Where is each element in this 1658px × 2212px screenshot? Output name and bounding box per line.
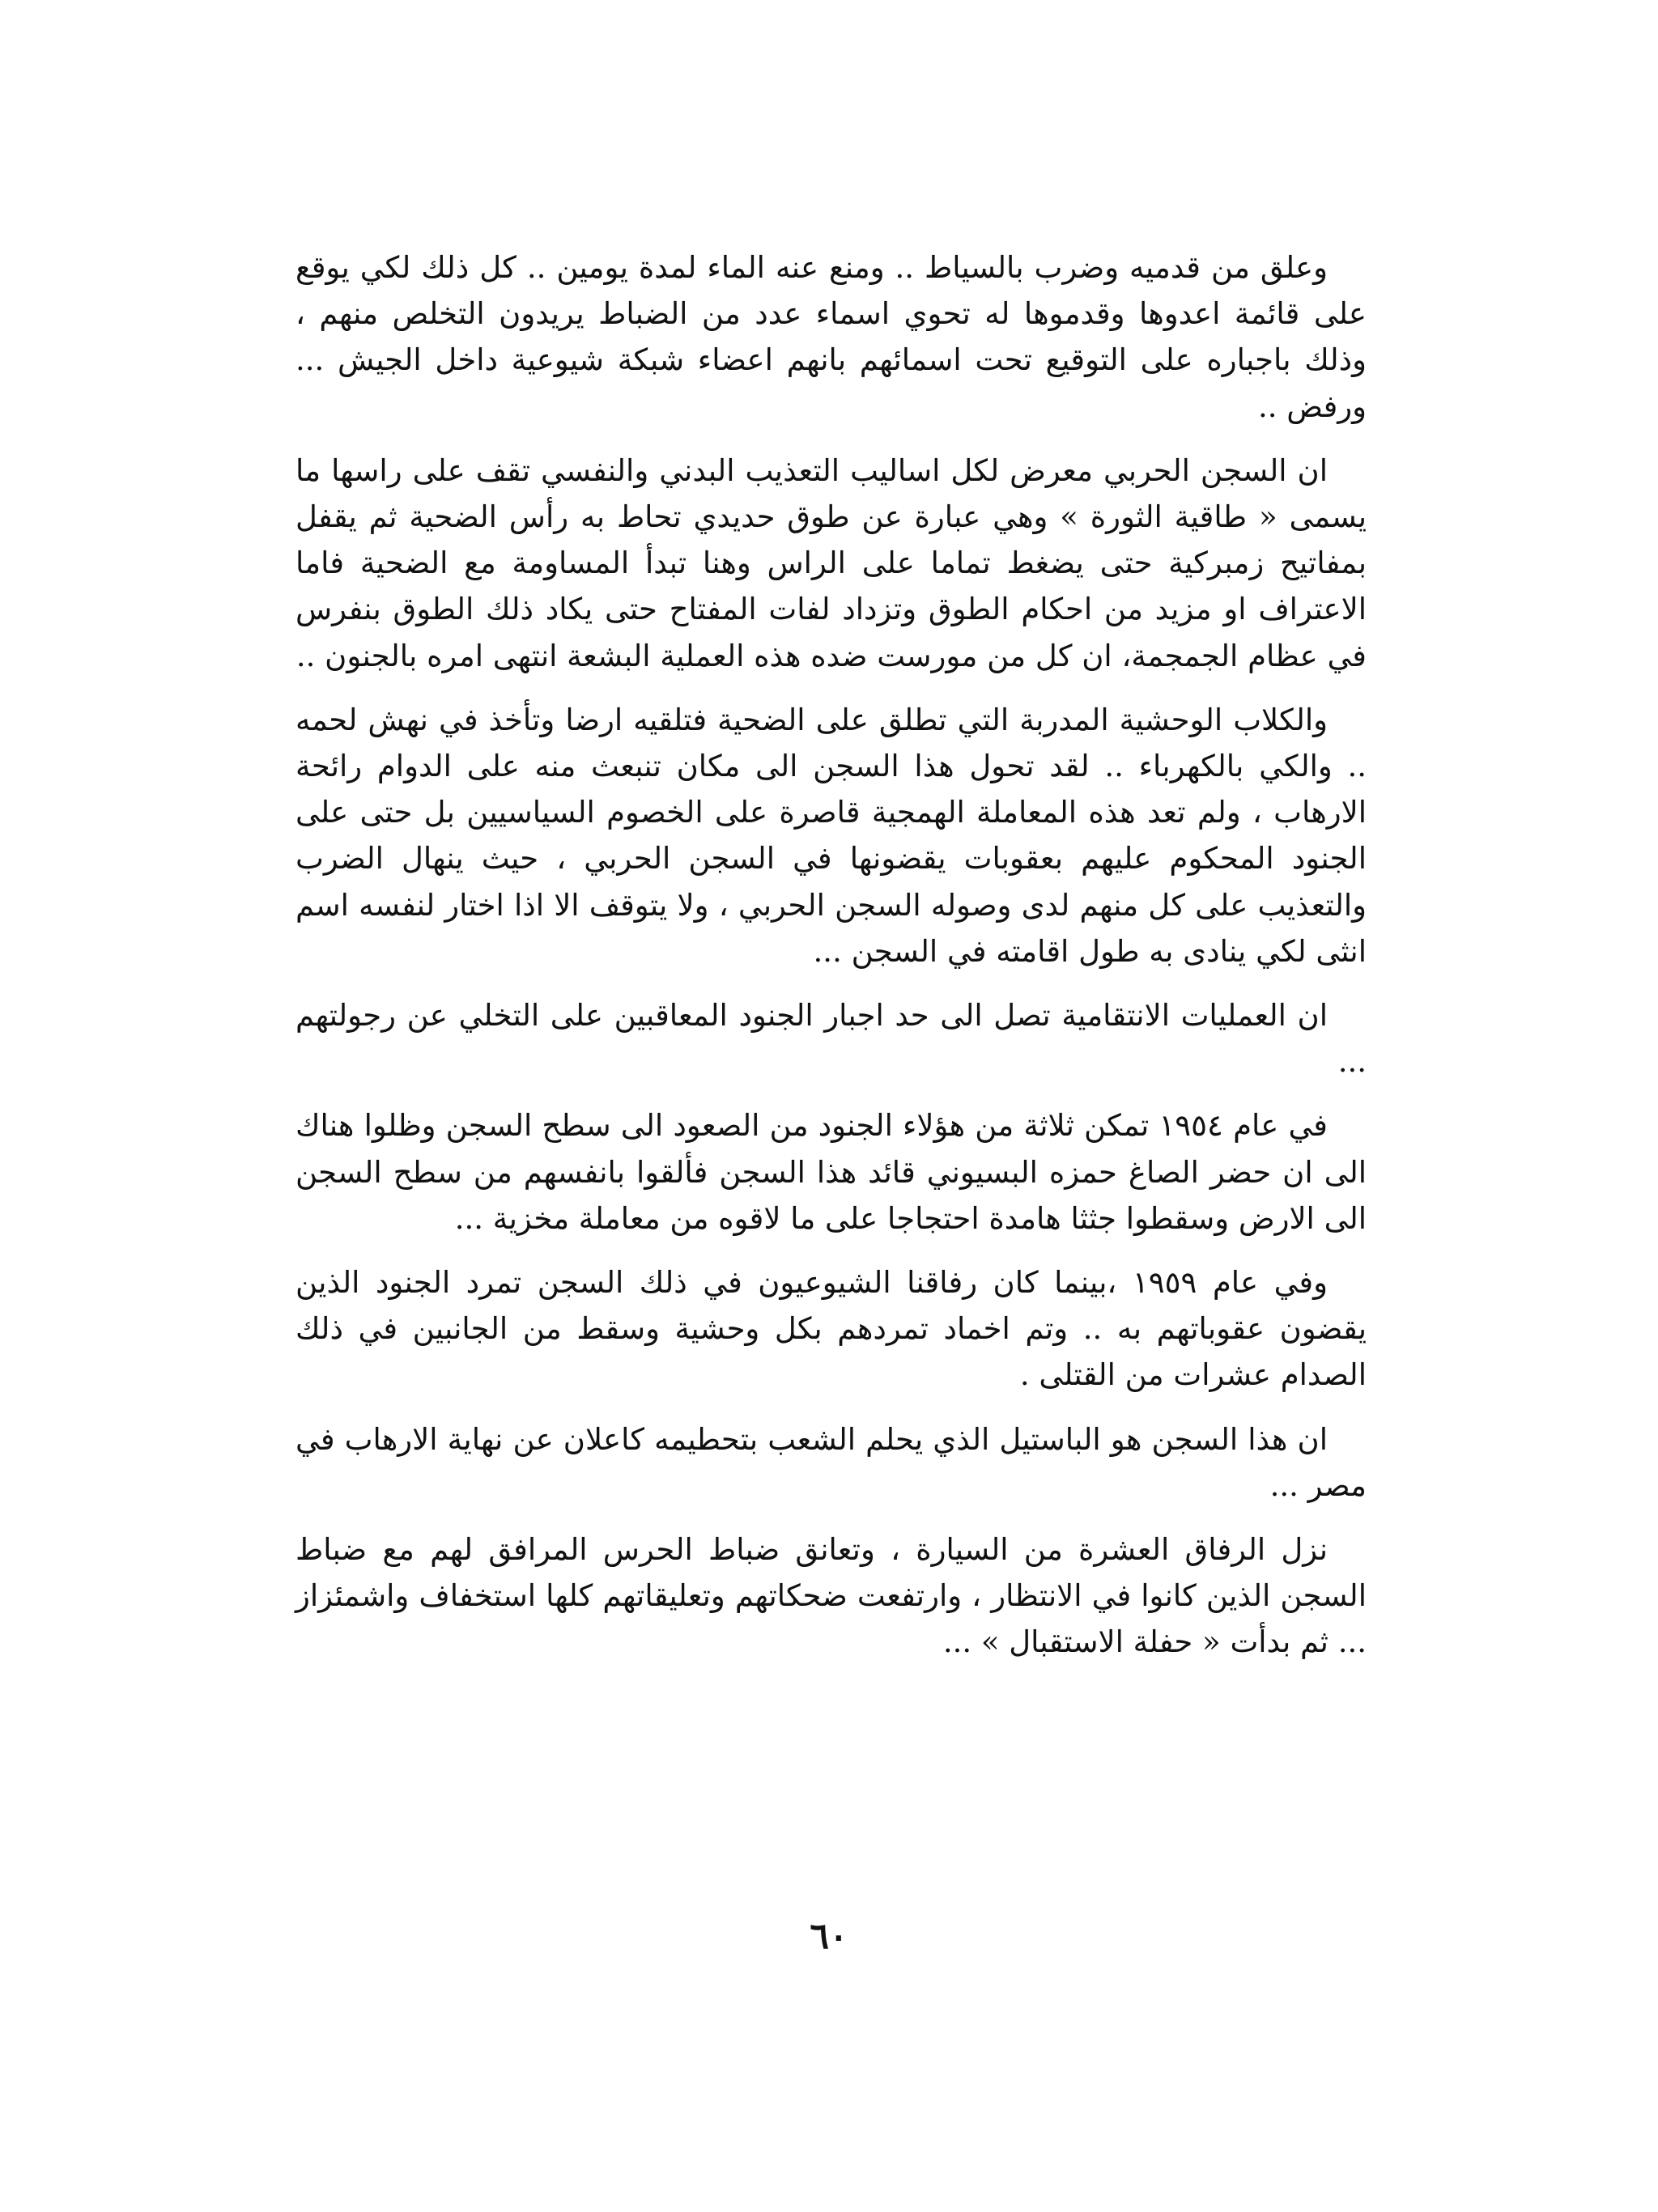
body-text — [295, 244, 1367, 1666]
paragraph-2: ان السجن الحربي معرض لكل اساليب التعذيب البدني والنفسي تقف على راسها ما يسمى « طاقية الثورة » وهي عبارة عن طوق حديدي تحاط به رأس الضحية ثم يقفل بمفاتيح زمبركية حتى يضغط تماما على الراس وهنا تبدأ المساومة مع الضحية فاما الاعتراف او مزيد من احكام الطوق وتزداد لفات المفتاح حتى يكاد ذلك الطوق بنفرس في عظام الجمجمة، ان كل من مورست ضده هذه العملية البشعة انتهى امره بالجنون .. — [295, 452, 1367, 673]
paragraph-6: وفي عام ١٩٥٩ ،بينما كان رفاقنا الشيوعيون في ذلك السجن تمرد الجنود الذين يقضون عقوباتهم به .. وتم اخماد تمردهم بكل وحشية وسقط من الجانبين في ذلك الصدام عشرات من القتلى . — [295, 1265, 1367, 1393]
paragraph-5: في عام ١٩٥٤ تمكن ثلاثة من هؤلاء الجنود من الصعود الى سطح السجن وظلوا هناك الى ان حضر الصاغ حمزه البسيوني قائد هذا السجن فألقوا بانفسهم من سطح السجن الى الارض وسقطوا جثثا هامدة احتجاجا على ما لاقوه من معاملة مخزية ... — [295, 1108, 1367, 1236]
paragraph-4: ان العمليات الانتقامية تصل الى حد اجبار الجنود المعاقبين على التخلي عن رجولتهم ... — [295, 998, 1367, 1080]
paragraph-8: نزل الرفاق العشرة من السيارة ، وتعانق ضباط الحرس المرافق لهم مع ضباط السجن الذين كانوا في الانتظار ، وارتفعت ضحكاتهم وتعليقاتهم كلها استخفاف واشمئزاز ... ثم بدأت « حفلة الاستقبال » ... — [295, 1532, 1367, 1660]
page-number: ٦٠ — [810, 1916, 848, 1957]
paragraph-3: والكلاب الوحشية المدربة التي تطلق على الضحية فتلقيه ارضا وتأخذ في نهش لحمه .. والكي بالكهرباء .. لقد تحول هذا السجن الى مكان تنبعث منه على الدوام رائحة الارهاب ، ولم تعد هذه المعاملة الهمجية قاصرة على الخصوم السياسيين بل حتى على الجنود المحكوم عليهم بعقوبات يقضونها في السجن الحربي ، حيث ينهال الضرب والتعذيب على كل منهم لدى وصوله السجن الحربي ، ولا يتوقف الا اذا اختار لنفسه اسم انثى لكي ينادى به طول اقامته في السجن ... — [295, 702, 1367, 969]
paragraph-7: ان هذا السجن هو الباستيل الذي يحلم الشعب بتحطيمه كاعلان عن نهاية الارهاب في مصر ... — [295, 1421, 1367, 1503]
paragraph-1: وعلق من قدميه وضرب بالسياط .. ومنع عنه الماء لمدة يومين .. كل ذلك لكي يوقع على قائمة اعدوها وقدموها له تحوي اسماء عدد من الضباط يريدون التخلص منهم ، وذلك باجباره على التوقيع تحت اسمائهم بانهم اعضاء شبكة شيوعية داخل الجيش ... ورفض .. — [295, 250, 1367, 424]
